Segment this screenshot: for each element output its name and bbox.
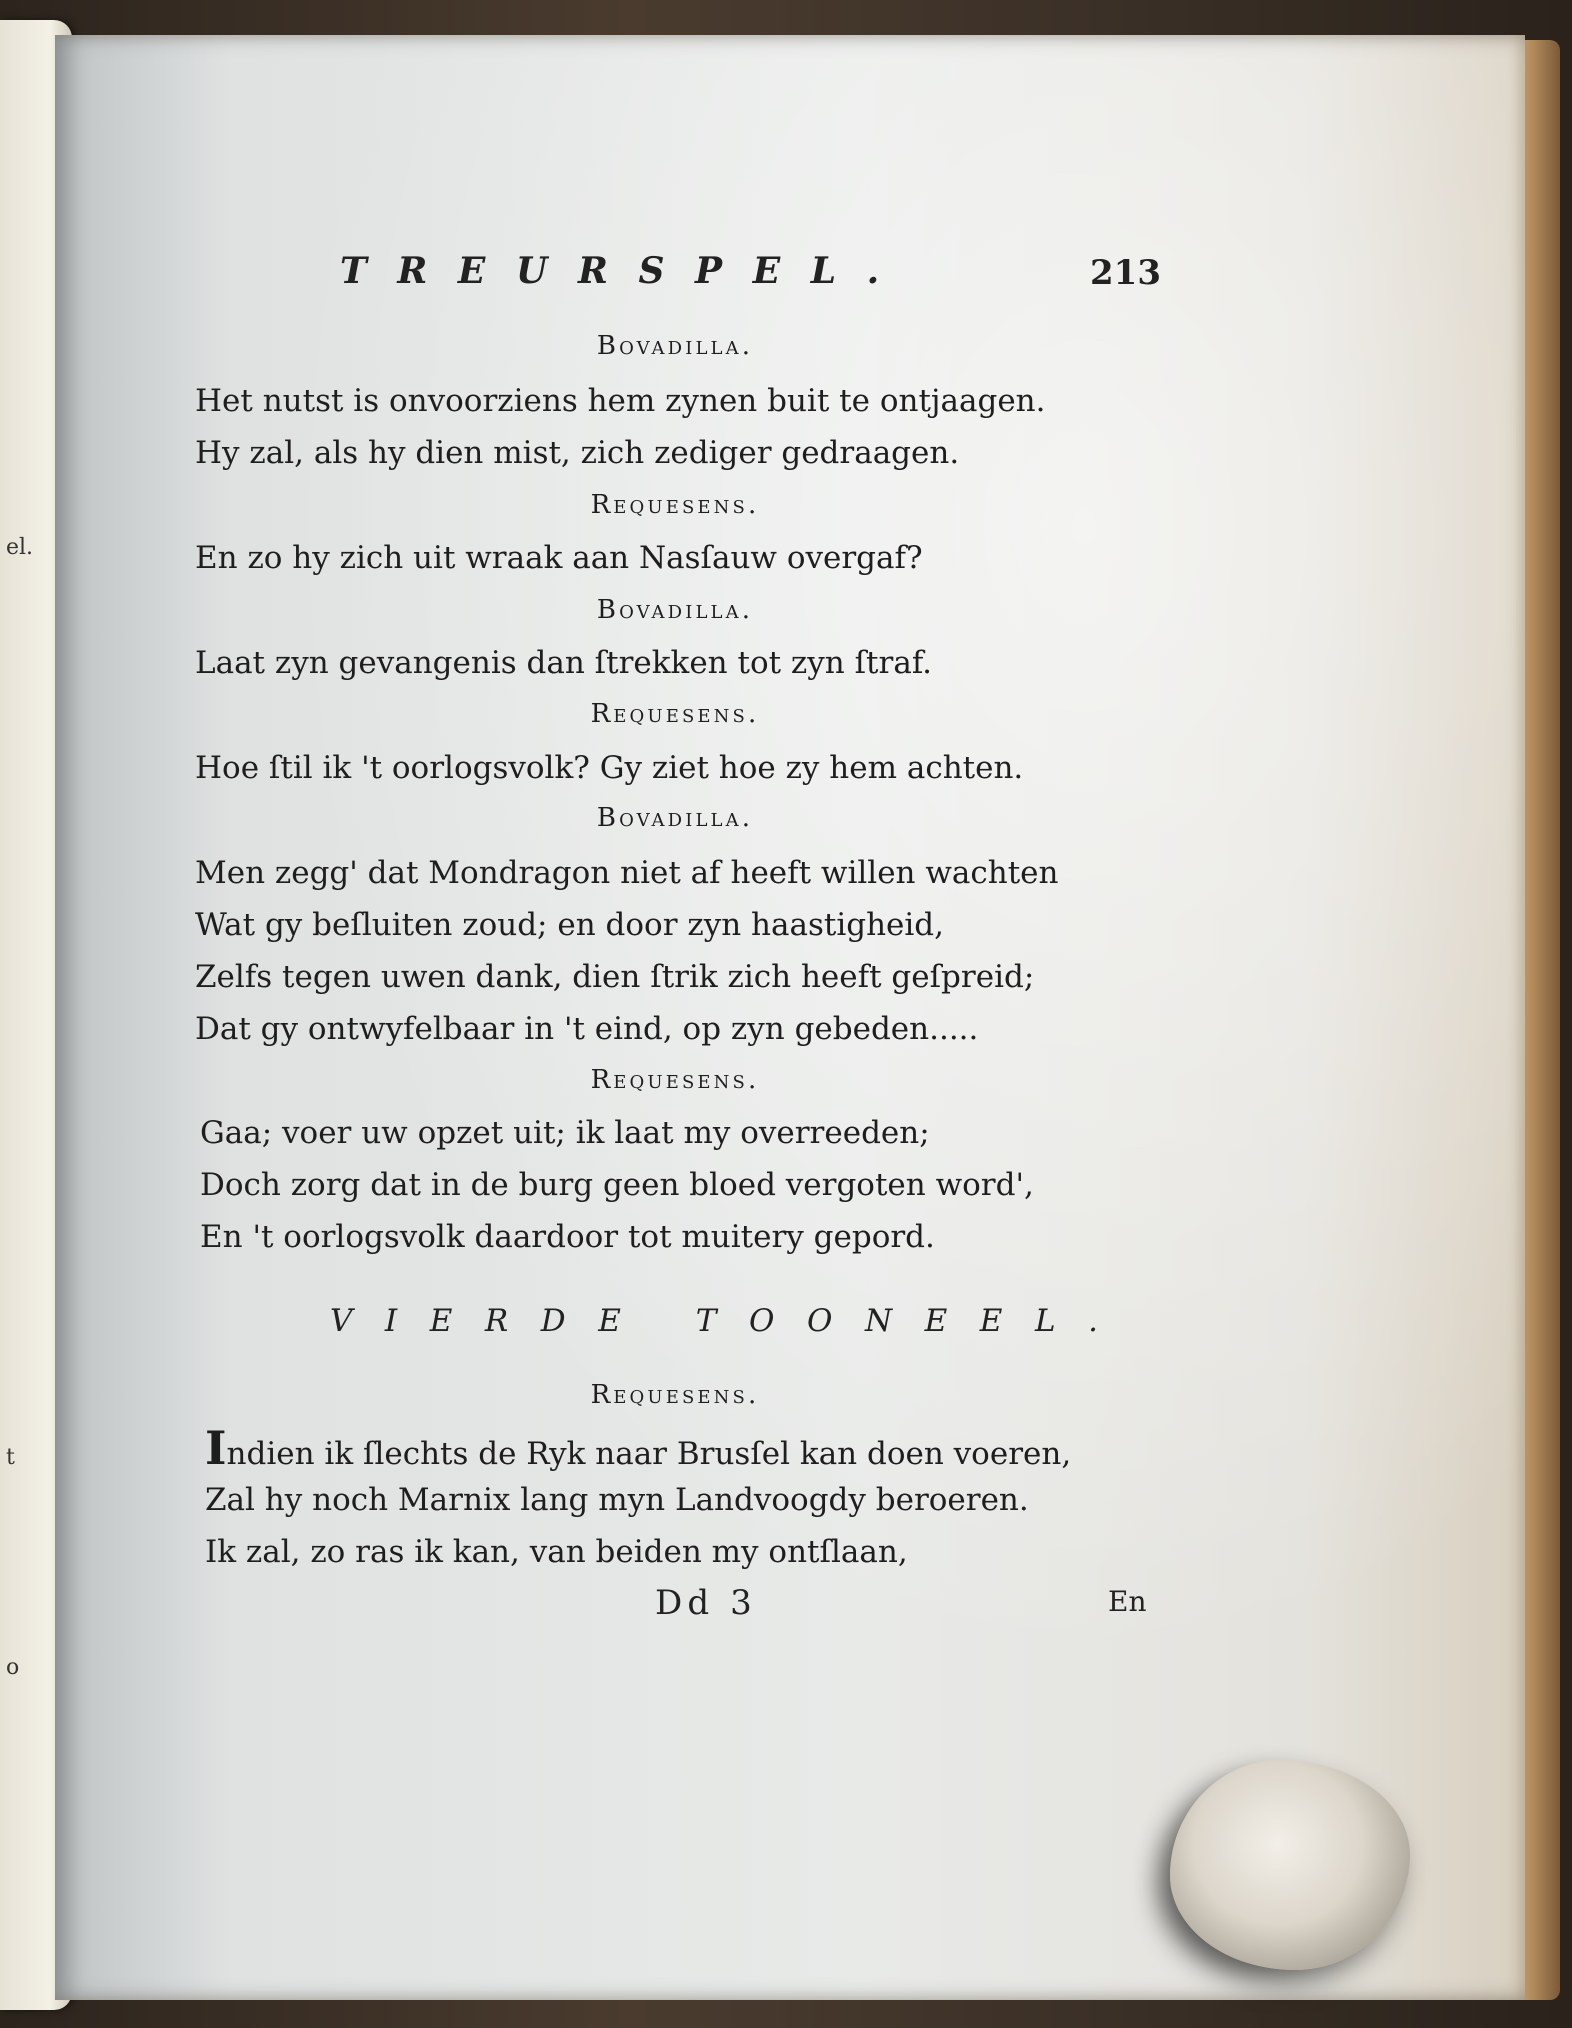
verse-line: Laat zyn gevangenis dan ſtrekken tot zyn ſtraf. <box>195 645 933 681</box>
speaker-name: Requesens. <box>590 1380 760 1410</box>
left-page-fragment: el. <box>6 535 34 560</box>
catchword: En <box>1108 1585 1147 1618</box>
drop-initial: I <box>205 1421 227 1475</box>
verse-line: Ik zal, zo ras ik kan, van beiden my ontſlaan, <box>205 1534 908 1570</box>
verse-line: En 't oorlogsvolk daardoor tot muitery gepord. <box>200 1219 935 1255</box>
left-page-fragment: t <box>6 1445 15 1470</box>
speaker-name: Requesens. <box>590 1065 760 1095</box>
speaker-name: Requesens. <box>590 699 760 729</box>
verse-line: Zal hy noch Marnix lang myn Landvoogdy beroeren. <box>205 1482 1029 1518</box>
speaker-name: Bovadilla. <box>596 331 754 361</box>
verse-line-with-initial <box>205 1421 1072 1475</box>
left-page-fragment: o <box>6 1655 20 1680</box>
verse-line: Zelfs tegen uwen dank, dien ſtrik zich heeft geſpreid; <box>195 959 1035 995</box>
verse-line: Men zegg' dat Mondragon niet af heeft willen wachten <box>195 855 1059 891</box>
scene-heading: VIERDE TOONEEL. <box>330 1303 1131 1339</box>
verse-line-rest: ndien ik ſlechts de Ryk naar Brusſel kan doen voeren, <box>226 1436 1072 1472</box>
speaker-name: Bovadilla. <box>596 595 754 625</box>
verse-line: Wat gy beſluiten zoud; en door zyn haastigheid, <box>195 907 945 943</box>
verse-line: Gaa; voer uw opzet uit; ik laat my overreeden; <box>200 1115 930 1151</box>
verse-line: Dat gy ontwyfelbaar in 't eind, op zyn gebeden..... <box>195 1011 979 1047</box>
verse-line: Hoe ſtil ik 't oorlogsvolk? Gy ziet hoe zy hem achten. <box>195 750 1024 786</box>
page-number: 213 <box>1090 253 1161 293</box>
signature-mark: Dd 3 <box>655 1583 757 1623</box>
speaker-name: Requesens. <box>590 490 760 520</box>
book-page <box>55 35 1525 2000</box>
verse-line: En zo hy zich uit wraak aan Nasſauw overgaf? <box>195 540 923 576</box>
running-head: TREURSPEL. <box>340 250 910 292</box>
speaker-name: Bovadilla. <box>596 803 754 833</box>
verse-line: Hy zal, als hy dien mist, zich zediger gedraagen. <box>195 435 960 471</box>
verse-line: Doch zorg dat in de burg geen bloed vergoten word', <box>200 1167 1034 1203</box>
verse-line: Het nutst is onvoorziens hem zynen buit te ontjaagen. <box>195 383 1046 419</box>
